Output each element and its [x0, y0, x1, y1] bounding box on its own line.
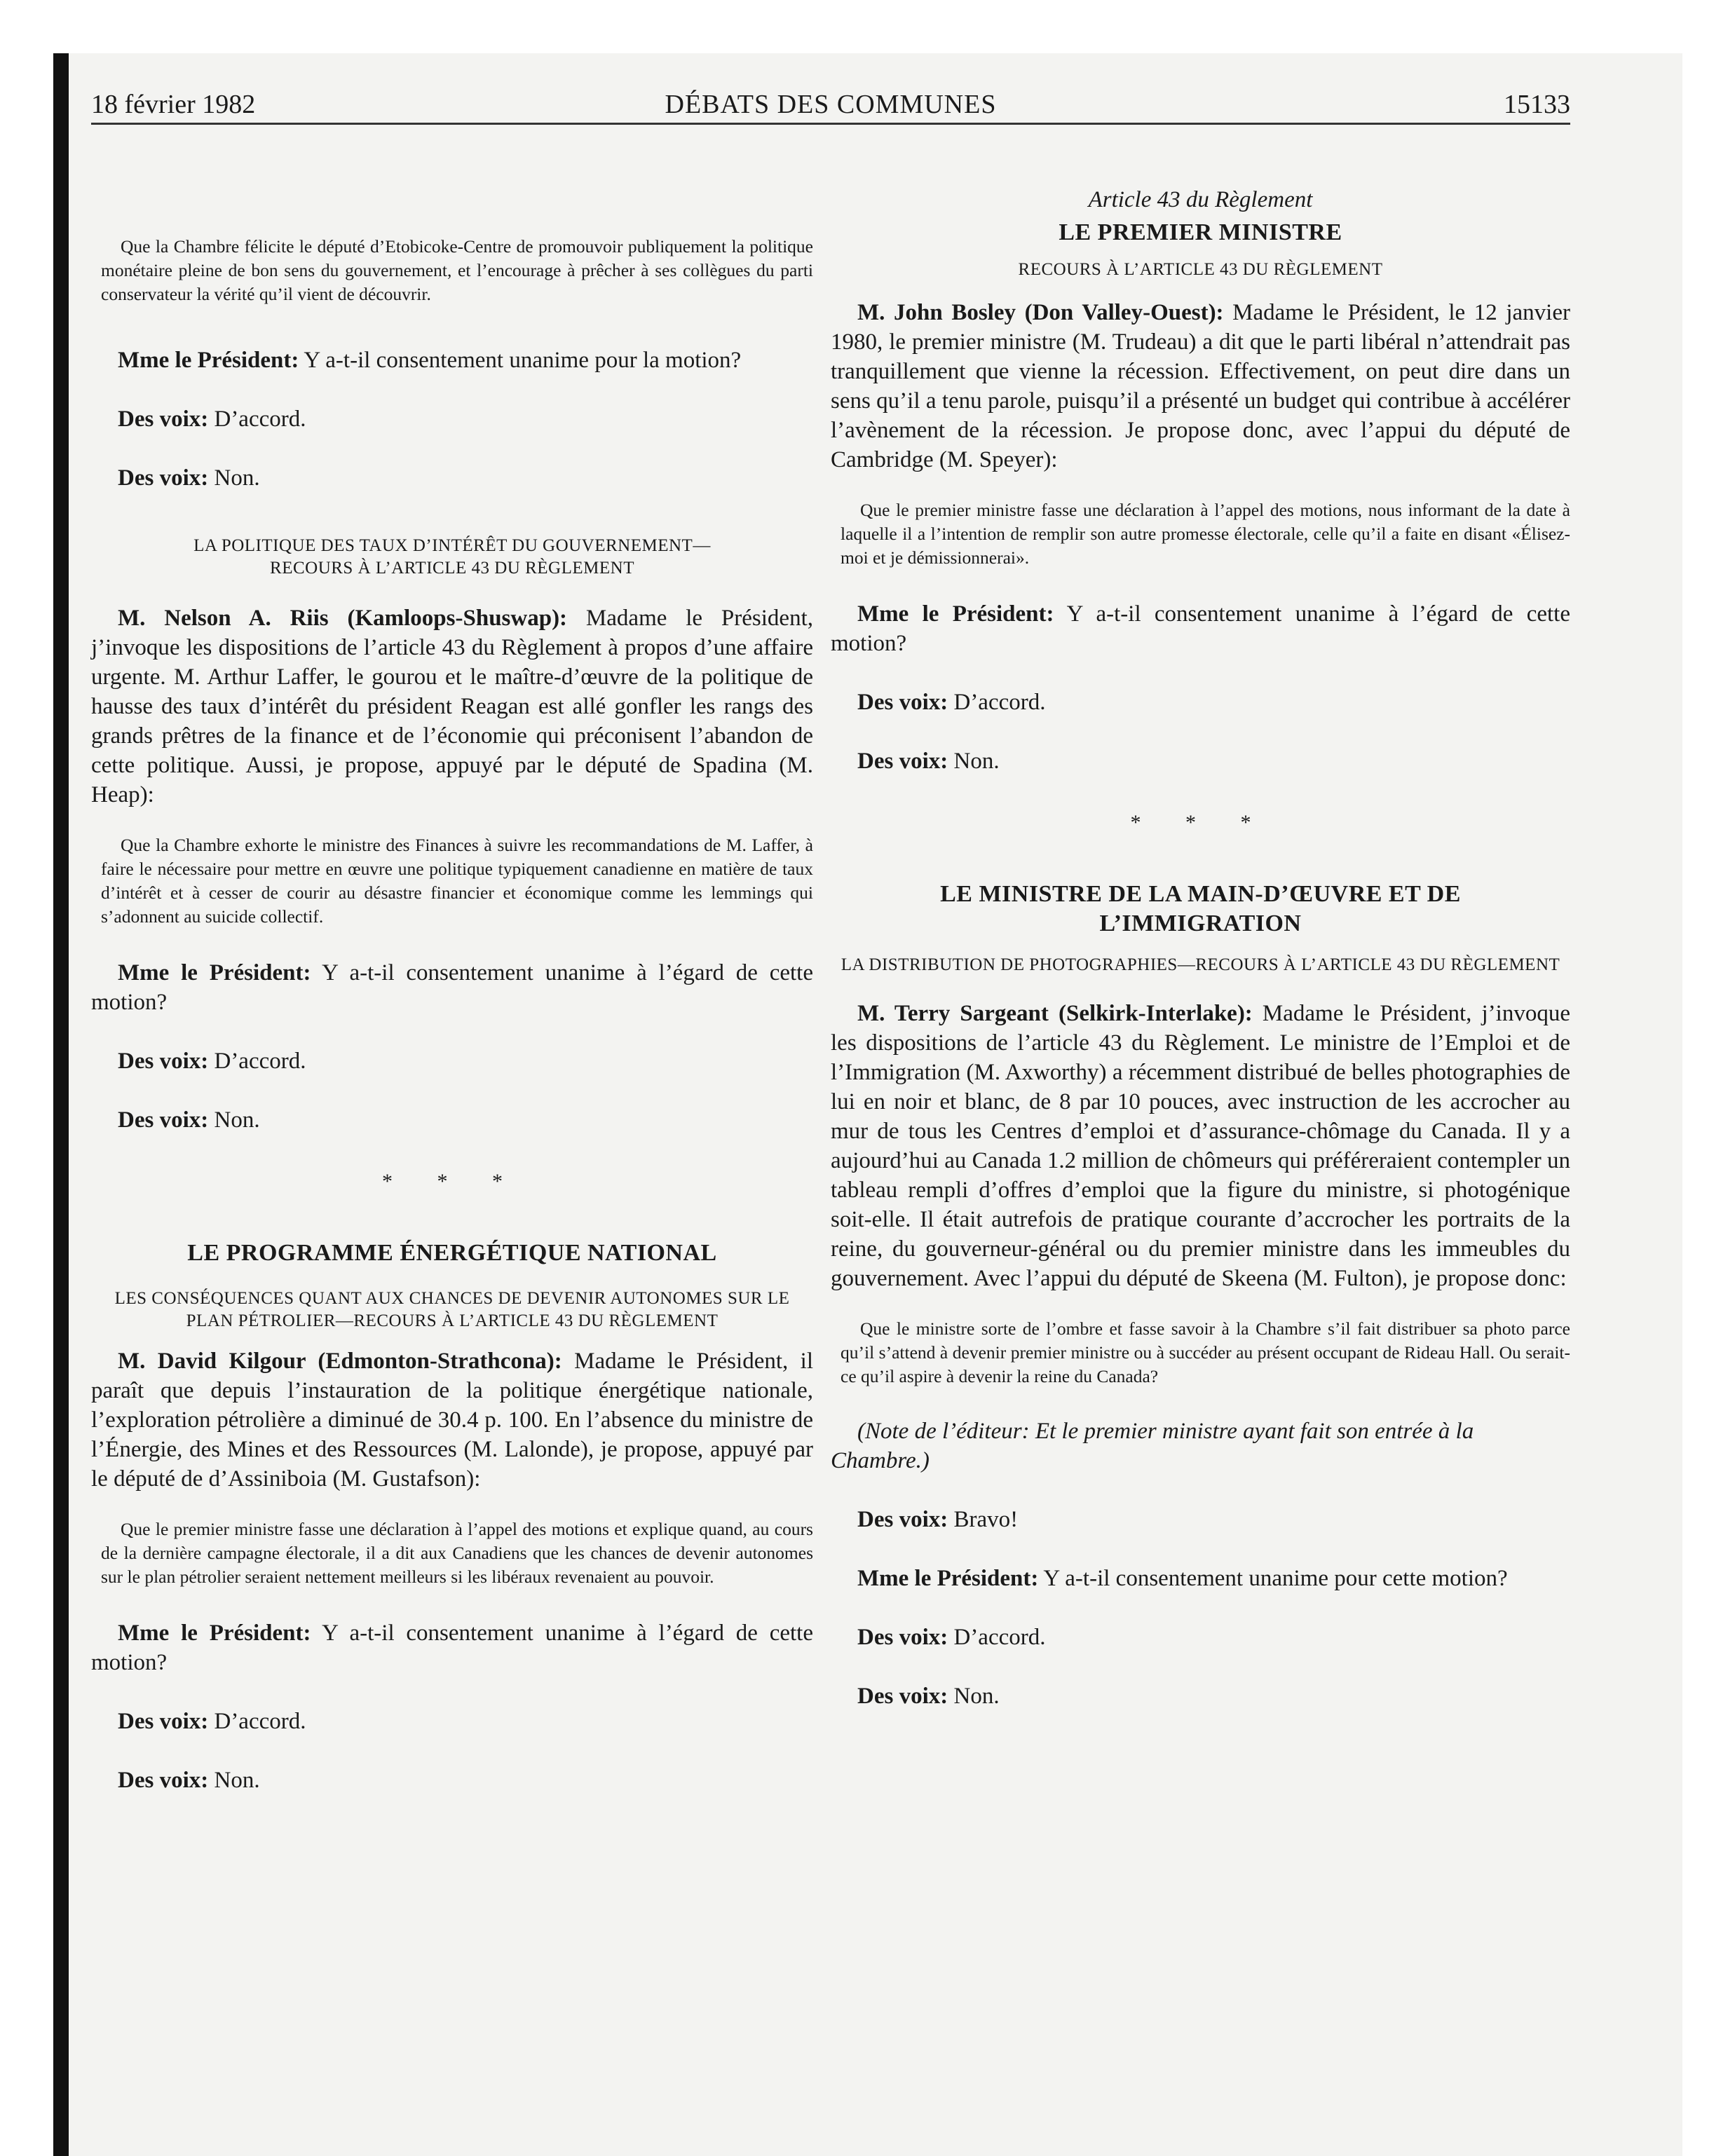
section-kicker: Article 43 du Règlement	[1088, 187, 1313, 212]
speech-paragraph	[91, 1618, 813, 1677]
speaker-name: Des voix:	[118, 1709, 209, 1734]
speaker-name: Mme le Président:	[857, 601, 1054, 627]
header-page-number: 15133	[1504, 90, 1570, 119]
header-publication: DÉBATS DES COMMUNES	[665, 90, 997, 119]
speech-text: Bravo!	[948, 1507, 1019, 1532]
speech-paragraph	[831, 746, 1570, 776]
speaker-name: Des voix:	[857, 749, 948, 774]
speaker-name: Des voix:	[857, 1625, 948, 1650]
section-heading: LE MINISTRE DE LA MAIN-D’ŒUVRE ET DE L’IMMIGRATION	[940, 881, 1461, 936]
speech-paragraph	[831, 688, 1570, 717]
speaker-name: Des voix:	[118, 465, 209, 491]
speech-paragraph	[91, 1766, 813, 1795]
speech-text: D’accord.	[208, 1049, 306, 1074]
editor-note: (Note de l’éditeur: Et le premier ministre ayant fait son entrée à la Chambre.)	[831, 1419, 1474, 1473]
speech-text: D’accord.	[948, 690, 1046, 715]
speech-text: Y a-t-il consentement unanime pour cette motion?	[1038, 1566, 1508, 1591]
speech-text: Y a-t-il consentement unanime pour la motion?	[299, 348, 742, 373]
speaker-name: Des voix:	[857, 690, 948, 715]
motion-text: Que le ministre sorte de l’ombre et fasse savoir à la Chambre s’il fait distribuer sa photo parce qu’il s’attend à devenir premier ministre ou à succéder au présent occupant de Rideau Hall. Ou serait-ce qu’il aspire à devenir la reine du Canada?	[841, 1318, 1570, 1386]
speaker-name: Des voix:	[118, 1768, 209, 1793]
speaker-name: Mme le Président:	[118, 1621, 311, 1646]
speech-text: Y a-t-il consentement unanime à l’égard de cette motion?	[831, 601, 1570, 656]
speech-paragraph	[831, 599, 1570, 658]
speaker-name: M. David Kilgour (Edmonton-Strathcona):	[118, 1349, 562, 1374]
motion-text: Que le premier ministre fasse une déclaration à l’appel des motions et explique quand, au cours de la dernière campagne électorale, il a dit aux Canadiens que les chances de devenir autonomes sur le plan pétrolier seraient nettement meilleurs si les libéraux revenaient au pouvoir.	[101, 1519, 813, 1587]
section-separator: * * *	[382, 1170, 522, 1193]
speaker-name: Des voix:	[118, 1049, 209, 1074]
scan-border	[53, 53, 69, 2156]
speech-text: Y a-t-il consentement unanime à l’égard de cette motion?	[91, 1621, 813, 1675]
speech-text: Madame le Président, j’invoque les dispositions de l’article 43 du Règlement à propos d’une affaire urgente. M. Arthur Laffer, le gourou et le maître-d’œuvre de la politique de hausse des taux d’intérêt du président Reagan est allé gonfler les rangs des grands prêtres de la finance et de l’économie qui préconisent l’abandon de cette politique. Aussi, je propose, appuyé par le député de Spadina (M. Heap):	[91, 606, 813, 807]
right-column	[831, 130, 1570, 1711]
section-subheading: LA DISTRIBUTION DE PHOTOGRAPHIES—RECOURS À L’ARTICLE 43 DU RÈGLEMENT	[841, 955, 1560, 974]
section-separator: * * *	[1130, 811, 1271, 834]
section-subheading: RECOURS À L’ARTICLE 43 DU RÈGLEMENT	[1018, 260, 1383, 279]
speaker-name: Des voix:	[118, 407, 209, 432]
speech-text: D’accord.	[208, 1709, 306, 1734]
speech-text: Non.	[948, 1684, 1000, 1709]
speech-paragraph	[91, 1346, 813, 1494]
speech-text: Non.	[208, 1768, 260, 1793]
speech-text: Madame le Président, j’invoque les dispositions de l’article 43 du Règlement. Le ministre de l’Emploi et de l’Immigration (M. Axworthy) a récemment distribué de belles photographies de lui en noir et blanc, de 8 par 10 pouces, avec instruction de les accrocher au mur de tous les Centres d’emploi et d’assurance-chômage du Canada. Il y a aujourd’hui au Canada 1.2 million de chômeurs qui préféreraient contempler un tableau rempli d’offres d’emploi que la figure du ministre, si photogénique soit-elle. Il était autrefois de pratique courante d’accrocher les portraits de la reine, du gouverneur-général ou du premier ministre dans les immeubles du gouvernement. Avec l’appui du député de Skeena (M. Fulton), je propose donc:	[831, 1001, 1570, 1291]
speaker-name: Mme le Président:	[118, 960, 311, 985]
speech-text: Non.	[208, 465, 260, 491]
section-heading: LE PREMIER MINISTRE	[1059, 219, 1342, 245]
speech-paragraph	[91, 1707, 813, 1736]
speaker-name: Des voix:	[857, 1684, 948, 1709]
motion-text: Que la Chambre félicite le député d’Etobicoke-Centre de promouvoir publiquement la politique monétaire pleine de bon sens du gouvernement, et l’encourage à prêcher à ses collègues du parti conservateur la vérité qu’il vient de découvrir.	[101, 236, 813, 304]
speech-paragraph	[91, 346, 813, 375]
motion-text: Que le premier ministre fasse une déclaration à l’appel des motions, nous informant de la date à laquelle il a l’intention de remplir son autre promesse électorale, celle qu’il a faite en disant «Élisez-moi et je démissionnerai».	[841, 500, 1570, 568]
speech-text: Madame le Président, il paraît que depuis l’instauration de la politique énergétique nationale, l’exploration pétrolière a diminué de 30.4 p. 100. En l’absence du ministre de l’Énergie, des Mines et des Ressources (M. Lalonde), je propose, appuyé par le député de d’Assiniboia (M. Gustafson):	[91, 1349, 814, 1492]
speech-paragraph	[831, 1623, 1570, 1652]
speech-text: Y a-t-il consentement unanime à l’égard de cette motion?	[91, 960, 813, 1015]
speech-text: Non.	[208, 1107, 260, 1133]
page-header	[91, 88, 1570, 125]
speech-paragraph	[91, 958, 813, 1017]
speech-paragraph	[831, 298, 1570, 475]
speech-text: D’accord.	[948, 1625, 1046, 1650]
speaker-name: M. Nelson A. Riis (Kamloops-Shuswap):	[118, 606, 568, 631]
speech-paragraph	[91, 463, 813, 493]
motion-text: Que la Chambre exhorte le ministre des Finances à suivre les recommandations de M. Laffer, à faire le nécessaire pour mettre en œuvre une politique typiquement canadienne en matière de taux d’intérêt et à cesser de courir au désastre financier et économique comme les lemmings qui s’adonnent au suicide collectif.	[101, 835, 813, 927]
speech-text: Madame le Président, le 12 janvier 1980, le premier ministre (M. Trudeau) a dit que le parti libéral n’attendrait pas tranquillement que vienne la récession. Effectivement, on peut dire dans un sens qu’il a tenu parole, puisqu’il a présenté un budget qui contribue à accélérer l’avènement de la récession. Je propose donc, avec l’appui du député de Cambridge (M. Speyer):	[831, 300, 1570, 472]
speaker-name: M. Terry Sargeant (Selkirk-Interlake):	[857, 1001, 1253, 1026]
speech-paragraph	[91, 1105, 813, 1135]
speech-paragraph	[831, 1564, 1570, 1593]
speaker-name: Mme le Président:	[857, 1566, 1039, 1591]
section-heading: LE PROGRAMME ÉNERGÉTIQUE NATIONAL	[187, 1240, 717, 1266]
speech-text: D’accord.	[208, 407, 306, 432]
section-subheading: LES CONSÉQUENCES QUANT AUX CHANCES DE DEVENIR AUTONOMES SUR LE PLAN PÉTROLIER—RECOURS À L’ARTICLE 43 DU RÈGLEMENT	[114, 1289, 790, 1330]
speech-paragraph	[831, 1505, 1570, 1534]
speaker-name: Des voix:	[857, 1507, 948, 1532]
speech-paragraph	[831, 999, 1570, 1293]
speaker-name: Des voix:	[118, 1107, 209, 1133]
section-subheading: LA POLITIQUE DES TAUX D’INTÉRÊT DU GOUVERNEMENT— RECOURS À L’ARTICLE 43 DU RÈGLEMENT	[193, 536, 711, 578]
speech-paragraph	[91, 603, 813, 810]
speaker-name: Mme le Président:	[118, 348, 299, 373]
left-column	[91, 130, 813, 1795]
header-date: 18 février 1982	[91, 90, 256, 119]
speech-paragraph	[91, 404, 813, 434]
speech-paragraph	[91, 1046, 813, 1076]
speech-paragraph	[831, 1681, 1570, 1711]
speaker-name: M. John Bosley (Don Valley-Ouest):	[857, 300, 1224, 325]
speech-text: Non.	[948, 749, 1000, 774]
